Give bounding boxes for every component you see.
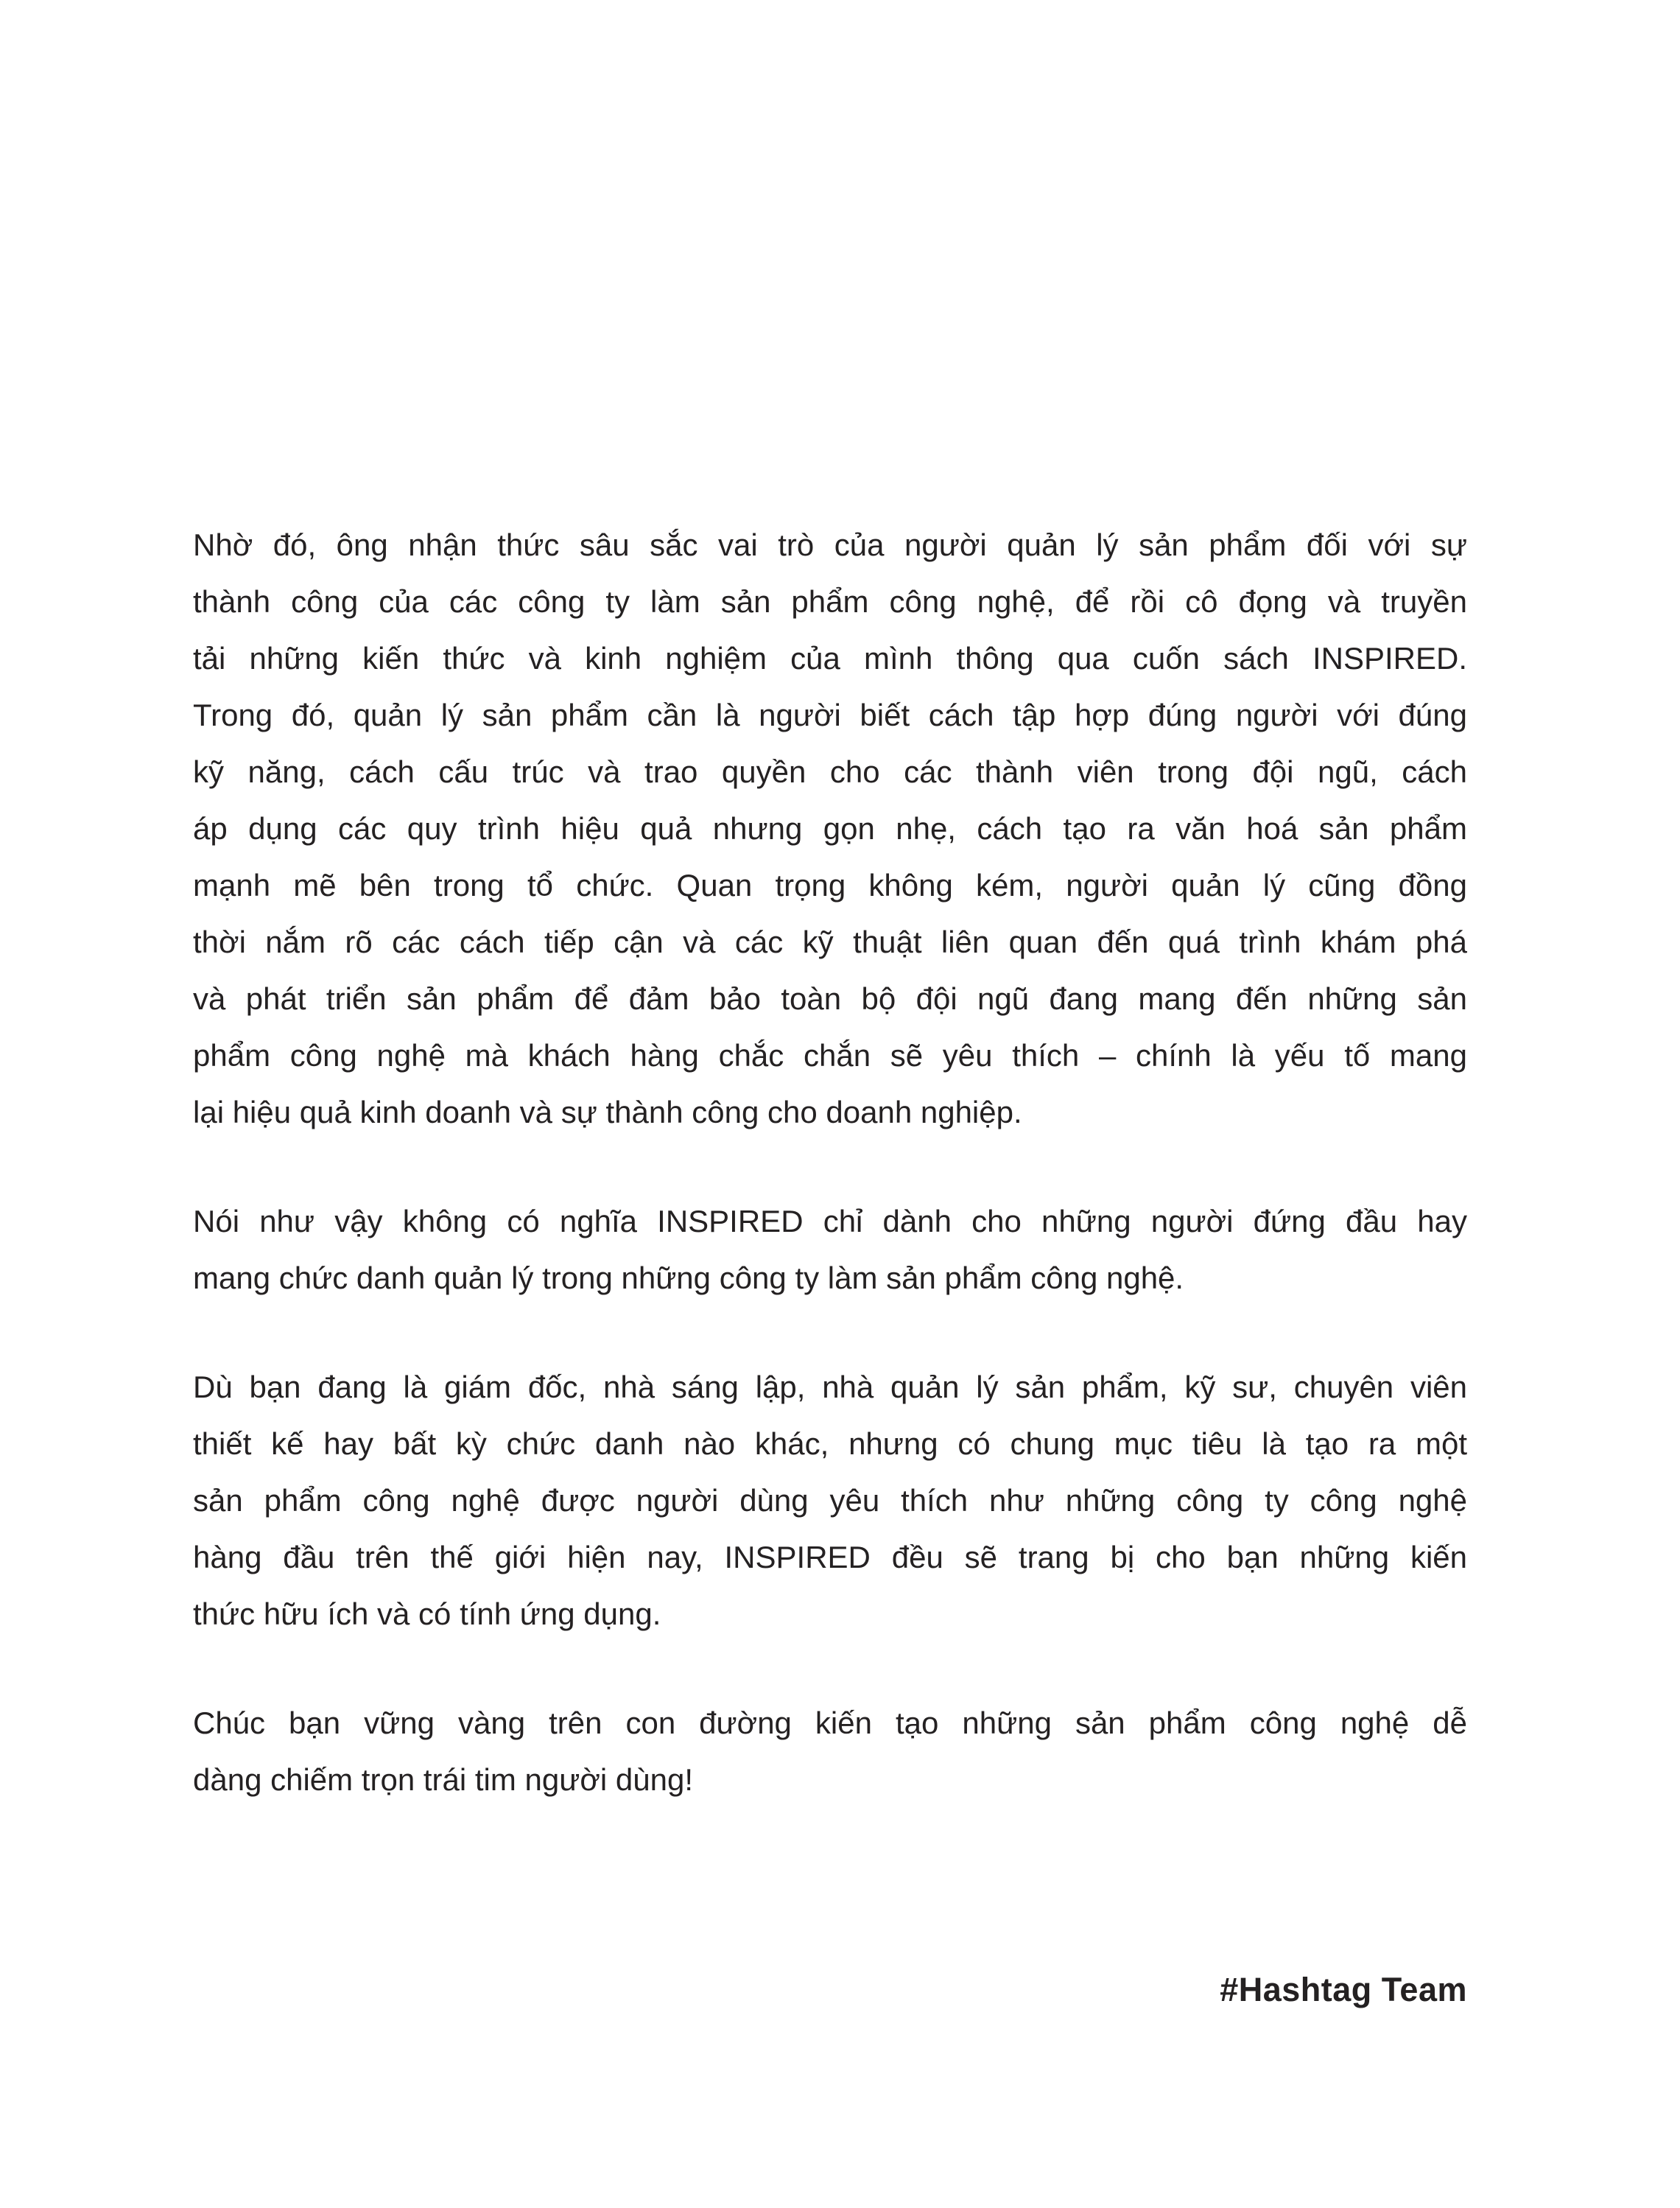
text-line: Trong đó, quản lý sản phẩm cần là người biết cách tập hợp đúng người với đúng [193,698,1467,732]
paragraph [193,1359,1467,1642]
text-line: Nói như vậy không có nghĩa INSPIRED chỉ dành cho những người đứng đầu hay [193,1204,1467,1238]
text-line: tải những kiến thức và kinh nghiệm của mình thông qua cuốn sách INSPIRED. [193,641,1467,676]
paragraph [193,1193,1467,1306]
text-line: và phát triển sản phẩm để đảm bảo toàn bộ đội ngũ đang mang đến những sản [193,981,1467,1016]
paragraph [193,516,1467,1140]
text-line: hàng đầu trên thế giới hiện nay, INSPIRED đều sẽ trang bị cho bạn những kiến [193,1540,1467,1574]
paragraph [193,1694,1467,1808]
text-line: thiết kế hay bất kỳ chức danh nào khác, nhưng có chung mục tiêu là tạo ra một [193,1426,1467,1461]
body-text-block [193,516,1467,1808]
text-line: thành công của các công ty làm sản phẩm công nghệ, để rồi cô đọng và truyền [193,584,1467,619]
text-line: thời nắm rõ các cách tiếp cận và các kỹ thuật liên quan đến quá trình khám phá [193,925,1467,959]
text-line: Nhờ đó, ông nhận thức sâu sắc vai trò của người quản lý sản phẩm đối với sự [193,528,1467,562]
text-line: áp dụng các quy trình hiệu quả nhưng gọn nhẹ, cách tạo ra văn hoá sản phẩm [193,811,1467,846]
text-line: Dù bạn đang là giám đốc, nhà sáng lập, nhà quản lý sản phẩm, kỹ sư, chuyên viên [193,1370,1467,1404]
text-line: kỹ năng, cách cấu trúc và trao quyền cho các thành viên trong đội ngũ, cách [193,754,1467,789]
text-line: dàng chiếm trọn trái tim người dùng! [193,1762,693,1797]
signature-text: #Hashtag Team [1220,1971,1467,2008]
text-line: lại hiệu quả kinh doanh và sự thành công cho doanh nghiệp. [193,1095,1022,1129]
text-line: phẩm công nghệ mà khách hàng chắc chắn sẽ yêu thích – chính là yếu tố mang [193,1038,1467,1073]
text-line: Chúc bạn vững vàng trên con đường kiến tạo những sản phẩm công nghệ dễ [193,1706,1467,1740]
text-line: mang chức danh quản lý trong những công ty làm sản phẩm công nghệ. [193,1261,1184,1295]
text-line: sản phẩm công nghệ được người dùng yêu thích như những công ty công nghệ [193,1483,1467,1518]
text-line: thức hữu ích và có tính ứng dụng. [193,1597,661,1631]
text-line: mạnh mẽ bên trong tổ chức. Quan trọng không kém, người quản lý cũng đồng [193,868,1467,903]
